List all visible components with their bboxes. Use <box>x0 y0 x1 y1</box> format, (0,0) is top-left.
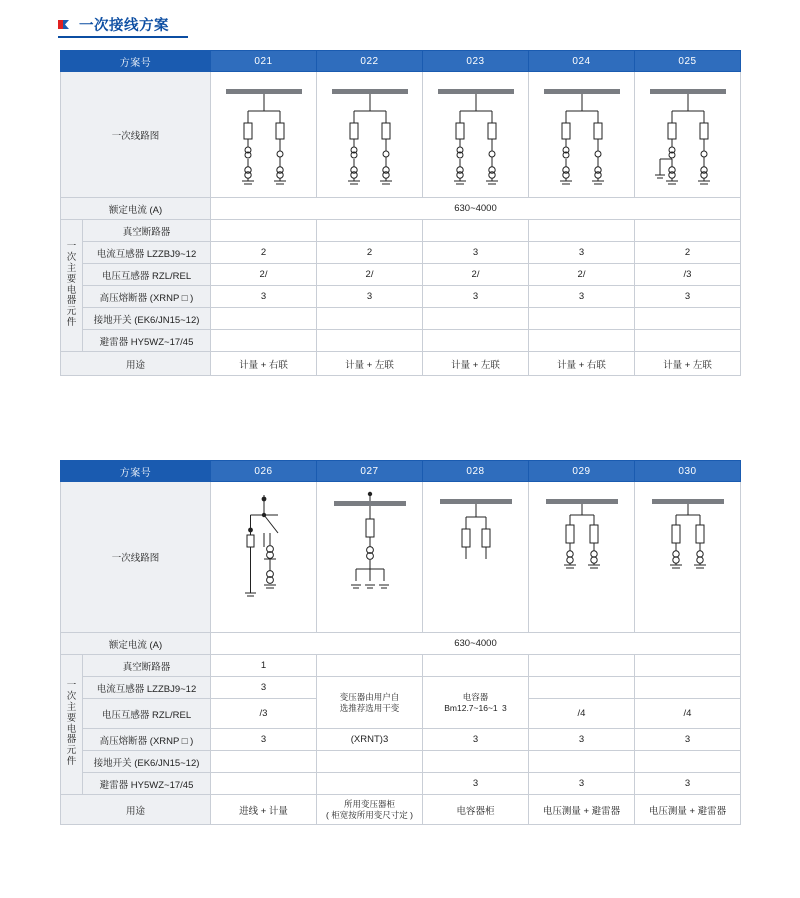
cell-usage-022: 计量 + 左联 <box>317 352 423 376</box>
cell-usage-021: 计量 + 右联 <box>211 352 317 376</box>
cell-fuse-028: 3 <box>423 729 529 751</box>
table-row-pt <box>61 264 741 286</box>
cell-pt-026: /3 <box>211 699 317 729</box>
table-row-fuse <box>61 286 741 308</box>
cell-usage-025: 计量 + 左联 <box>635 352 741 376</box>
cell-vcb-024 <box>529 220 635 242</box>
cell-vcb-022 <box>317 220 423 242</box>
flag-icon <box>58 18 72 32</box>
diagram-028 <box>423 482 529 633</box>
cell-usage-028: 电容器柜 <box>423 795 529 825</box>
cell-pt-023: 2/ <box>423 264 529 286</box>
cell-earth-028 <box>423 751 529 773</box>
table-row-vcb <box>61 220 741 242</box>
cell-ct-021: 2 <box>211 242 317 264</box>
table-row-vcb-2 <box>61 655 741 677</box>
row-label-arrester-2: 避雷器 HY5WZ~17/45 <box>83 773 211 795</box>
diagram-024 <box>529 72 635 198</box>
cell-earth-026 <box>211 751 317 773</box>
diagram-023 <box>423 72 529 198</box>
table-row-diagram <box>61 72 741 198</box>
diagram-027 <box>317 482 423 633</box>
table-row-earth-switch-2 <box>61 751 741 773</box>
note-capacitor-line1: 电容器 <box>462 691 489 702</box>
side-label-components: 一 次 主 要 电 器 元 件 <box>61 220 83 352</box>
cell-earth-023 <box>423 308 529 330</box>
cell-vcb-021 <box>211 220 317 242</box>
table-row-arrester-2 <box>61 773 741 795</box>
cell-pt-021: 2/ <box>211 264 317 286</box>
cell-earth-029 <box>529 751 635 773</box>
cell-fuse-024: 3 <box>529 286 635 308</box>
cell-arrester-028: 3 <box>423 773 529 795</box>
table-header-row <box>61 51 741 72</box>
cell-pt-025: /3 <box>635 264 741 286</box>
cell-arrester-026 <box>211 773 317 795</box>
cell-usage-027-line2: ( 柜宽按所用变尺寸定 ) <box>326 809 413 820</box>
cell-pt-030: /4 <box>635 699 741 729</box>
cell-usage-027 <box>317 795 423 825</box>
cell-usage-027-line1: 所用变压器柜 <box>343 798 395 809</box>
cell-earth-025 <box>635 308 741 330</box>
cell-fuse-025: 3 <box>635 286 741 308</box>
side-label-components-2: 一 次 主 要 电 器 元 件 <box>61 655 83 795</box>
diagram-029 <box>529 482 635 633</box>
cell-pt-029: /4 <box>529 699 635 729</box>
scheme-table-1 <box>60 50 741 376</box>
rated-current-value-2: 630~4000 <box>211 633 741 655</box>
diagram-026 <box>211 482 317 633</box>
row-label-diagram-2: 一次线路图 <box>61 482 211 633</box>
cell-vcb-029 <box>529 655 635 677</box>
row-label-pt-2: 电压互感器 RZL/REL <box>83 699 211 729</box>
row-label-earth-switch-2: 接地开关 (EK6/JN15~12) <box>83 751 211 773</box>
title-underline <box>58 36 188 38</box>
diagram-025 <box>635 72 741 198</box>
cell-earth-022 <box>317 308 423 330</box>
row-label-fuse-2: 高压熔断器 (XRNP □ ) <box>83 729 211 751</box>
cell-ct-030 <box>635 677 741 699</box>
cell-vcb-027 <box>317 655 423 677</box>
cell-fuse-022: 3 <box>317 286 423 308</box>
note-transformer-line1: 变压器由用户自 <box>339 691 400 702</box>
table-row-fuse-2 <box>61 729 741 751</box>
header-scheme-024: 024 <box>529 51 635 72</box>
page-title <box>58 14 169 35</box>
header-scheme-022: 022 <box>317 51 423 72</box>
row-label-vcb-2: 真空断路器 <box>83 655 211 677</box>
row-label-rated-current-2: 额定电流 (A) <box>61 633 211 655</box>
header-scheme-no-2: 方案号 <box>61 461 211 482</box>
row-label-ct: 电流互感器 LZZBJ9~12 <box>83 242 211 264</box>
note-capacitor-line2: Bm12.7~16~1 <box>444 702 498 713</box>
cell-usage-029: 电压测量 + 避雷器 <box>529 795 635 825</box>
cell-ct-023: 3 <box>423 242 529 264</box>
row-label-diagram: 一次线路图 <box>61 72 211 198</box>
diagram-021 <box>211 72 317 198</box>
table-row-rated-current <box>61 198 741 220</box>
note-transformer-line2: 选推荐选用干变 <box>339 702 400 713</box>
cell-vcb-030 <box>635 655 741 677</box>
header-scheme-021: 021 <box>211 51 317 72</box>
cell-earth-024 <box>529 308 635 330</box>
cell-earth-030 <box>635 751 741 773</box>
table-row-arrester <box>61 330 741 352</box>
cell-vcb-026: 1 <box>211 655 317 677</box>
cell-fuse-030: 3 <box>635 729 741 751</box>
header-scheme-026: 026 <box>211 461 317 482</box>
cell-ct-022: 2 <box>317 242 423 264</box>
cell-fuse-027: (XRNT)3 <box>317 729 423 751</box>
cell-fuse-026: 3 <box>211 729 317 751</box>
cell-earth-021 <box>211 308 317 330</box>
cell-vcb-025 <box>635 220 741 242</box>
scheme-table-2 <box>60 460 741 825</box>
cell-pt-022: 2/ <box>317 264 423 286</box>
cell-fuse-023: 3 <box>423 286 529 308</box>
table-row-usage <box>61 352 741 376</box>
diagram-030 <box>635 482 741 633</box>
table-row-diagram-2 <box>61 482 741 633</box>
cell-ct-029 <box>529 677 635 699</box>
cell-arrester-021 <box>211 330 317 352</box>
row-label-usage: 用途 <box>61 352 211 376</box>
cell-ct-024: 3 <box>529 242 635 264</box>
header-scheme-025: 025 <box>635 51 741 72</box>
cell-usage-024: 计量 + 右联 <box>529 352 635 376</box>
table-header-row-2 <box>61 461 741 482</box>
header-scheme-030: 030 <box>635 461 741 482</box>
table-row-usage-2 <box>61 795 741 825</box>
cell-earth-027 <box>317 751 423 773</box>
note-transformer <box>317 677 423 729</box>
cell-arrester-030: 3 <box>635 773 741 795</box>
row-label-rated-current: 额定电流 (A) <box>61 198 211 220</box>
cell-pt-024: 2/ <box>529 264 635 286</box>
rated-current-value: 630~4000 <box>211 198 741 220</box>
header-scheme-027: 027 <box>317 461 423 482</box>
header-scheme-028: 028 <box>423 461 529 482</box>
header-scheme-no: 方案号 <box>61 51 211 72</box>
table-row-ct <box>61 242 741 264</box>
cell-usage-023: 计量 + 左联 <box>423 352 529 376</box>
table-row-ct-2 <box>61 677 741 699</box>
page-title-text: 一次接线方案 <box>79 18 169 34</box>
row-label-vcb: 真空断路器 <box>83 220 211 242</box>
table-row-earth-switch <box>61 308 741 330</box>
cell-vcb-028 <box>423 655 529 677</box>
header-scheme-029: 029 <box>529 461 635 482</box>
cell-fuse-021: 3 <box>211 286 317 308</box>
cell-arrester-022 <box>317 330 423 352</box>
cell-ct-028: 3 <box>502 702 507 713</box>
row-label-usage-2: 用途 <box>61 795 211 825</box>
diagram-022 <box>317 72 423 198</box>
row-label-arrester: 避雷器 HY5WZ~17/45 <box>83 330 211 352</box>
cell-ct-025: 2 <box>635 242 741 264</box>
row-label-earth-switch: 接地开关 (EK6/JN15~12) <box>83 308 211 330</box>
cell-arrester-027 <box>317 773 423 795</box>
cell-fuse-029: 3 <box>529 729 635 751</box>
cell-arrester-023 <box>423 330 529 352</box>
header-scheme-023: 023 <box>423 51 529 72</box>
row-label-fuse: 高压熔断器 (XRNP □ ) <box>83 286 211 308</box>
cell-arrester-025 <box>635 330 741 352</box>
note-capacitor <box>423 677 529 729</box>
cell-ct-026: 3 <box>211 677 317 699</box>
table-row-rated-current-2 <box>61 633 741 655</box>
row-label-pt: 电压互感器 RZL/REL <box>83 264 211 286</box>
cell-arrester-029: 3 <box>529 773 635 795</box>
cell-usage-030: 电压测量 + 避雷器 <box>635 795 741 825</box>
row-label-ct-2: 电流互感器 LZZBJ9~12 <box>83 677 211 699</box>
cell-arrester-024 <box>529 330 635 352</box>
cell-usage-026: 进线 + 计量 <box>211 795 317 825</box>
cell-vcb-023 <box>423 220 529 242</box>
